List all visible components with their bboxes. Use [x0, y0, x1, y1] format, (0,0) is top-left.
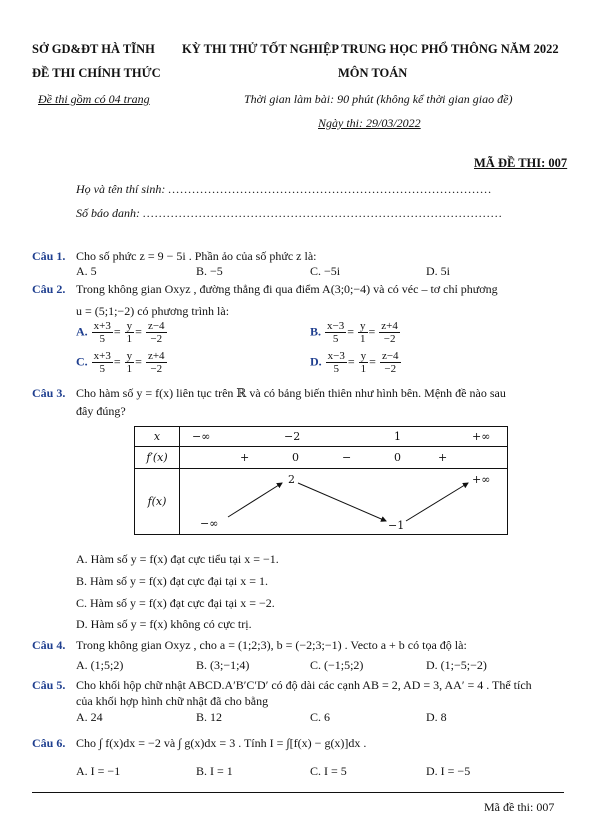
q1-label: Câu 1. — [32, 249, 66, 263]
q2b-den3: −2 — [383, 333, 396, 345]
q2d-den1: 5 — [333, 363, 340, 375]
q6-label: Câu 6. — [32, 736, 66, 750]
q2-option-c-letter: C. — [76, 354, 88, 369]
q3-text-line1: Cho hàm số y = f(x) liên tục trên ℝ và có bảng biến thiên như hình bên. Mệnh đề nào sau — [76, 386, 506, 400]
q2c-num3: z+4 — [147, 350, 165, 362]
q4-text: Trong không gian Oxyz , cho a = (1;2;3), b = (−2;3;−1) . Vecto a + b có tọa độ là: — [76, 638, 467, 652]
q3-option-c: C. Hàm số y = f(x) đạt cực đại tại x = −2. — [76, 596, 275, 610]
q3-option-a: A. Hàm số y = f(x) đạt cực tiểu tại x = −1. — [76, 552, 279, 566]
vt-x-pinf: +∞ — [472, 430, 491, 443]
q5-text-line2: của khối hợp hình chữ nhật đã cho bằng — [76, 694, 269, 708]
q2d-num3: z−4 — [381, 350, 399, 362]
q1-option-a: A. 5 — [76, 264, 97, 278]
footer-code: Mã đề thi: 007 — [484, 800, 555, 814]
time-note: Thời gian làm bài: 90 phút (không kể thời gian giao đề) — [244, 92, 513, 106]
vt-fp-zero1: 0 — [292, 451, 299, 464]
q1-option-c: C. −5i — [310, 264, 341, 278]
q2c-den3: −2 — [150, 363, 163, 375]
q2c-num2: y — [126, 350, 133, 362]
vt-arrow-down — [298, 483, 386, 521]
q2d-den2: 1 — [360, 363, 367, 375]
exam-date: Ngày thi: 29/03/2022 — [318, 116, 421, 130]
q2-text-line1: Trong không gian Oxyz , đường thẳng đi qua điểm A(3;0;−4) và có véc – tơ chỉ phương — [76, 282, 498, 296]
q1-option-d: D. 5i — [426, 264, 450, 278]
q2b-num3: z+4 — [381, 320, 398, 332]
q2d-den3: −2 — [384, 363, 397, 375]
q2-option-b: B. $\frac{x-3}{5}$ = $\frac{y}{1}$ = $\frac{z+4}{-2}$ — [310, 320, 398, 345]
vt-fp-plus2: + — [438, 451, 448, 464]
q2b-den2: 1 — [360, 333, 366, 345]
q3-option-d: D. Hàm số y = f(x) không có cực trị. — [76, 617, 252, 631]
q2c-den1: 5 — [99, 363, 106, 375]
vt-fp-row — [180, 447, 508, 469]
q2a-den3: −2 — [150, 333, 163, 345]
q2a-num3: z−4 — [147, 320, 165, 332]
q5-option-d: D. 8 — [426, 710, 447, 724]
q2b-den1: 5 — [332, 333, 339, 345]
q2b-num1: x−3 — [327, 320, 345, 332]
variation-table — [134, 426, 508, 535]
q4-label: Câu 4. — [32, 638, 66, 652]
q2-label: Câu 2. — [32, 282, 66, 296]
q2a-num1: x+3 — [93, 320, 111, 332]
q4-option-b: B. (3;−1;4) — [196, 658, 250, 672]
vt-arrow-up-2 — [406, 483, 468, 521]
vt-arrow-up-1 — [228, 483, 282, 517]
q2-text-line2: u = (5;1;−2) có phương trình là: — [76, 304, 230, 318]
vt-f-two: 2 — [288, 473, 295, 486]
q2-option-a: A. $\frac{x+3}{5}$ = $\frac{y}{1}$ = $\frac{z-4}{-2}$ — [76, 320, 165, 345]
candidate-id-dots: .......................................................................................... — [143, 206, 503, 220]
q2c-num1: x+3 — [93, 350, 111, 362]
q5-option-a: A. 24 — [76, 710, 103, 724]
vt-x-header: x — [135, 427, 180, 447]
official-label: ĐỀ THI CHÍNH THỨC — [32, 66, 161, 80]
footer-divider — [32, 792, 564, 793]
vt-f-row — [180, 469, 508, 535]
q1-option-b: B. −5 — [196, 264, 223, 278]
q6-option-c: C. I = 5 — [310, 764, 347, 778]
vt-fp-header: f′(x) — [135, 447, 180, 469]
q4-option-d: D. (1;−5;−2) — [426, 658, 487, 672]
vt-fp-plus1: + — [240, 451, 250, 464]
candidate-id-label: Số báo danh: — [76, 206, 143, 220]
vt-x-m2: −2 — [284, 430, 301, 443]
pages-note: Đề thi gồm có 04 trang — [38, 92, 150, 106]
candidate-id-row — [76, 206, 503, 221]
q2-option-d-letter: D. — [310, 354, 322, 369]
q6-option-d: D. I = −5 — [426, 764, 471, 778]
vt-x-minf: −∞ — [192, 430, 211, 443]
q2-option-a-letter: A. — [76, 324, 88, 339]
candidate-name-dots: ................................................................................. — [168, 182, 493, 196]
vt-f-neg1: −1 — [388, 519, 405, 532]
q3-text-line2: đây đúng? — [76, 404, 126, 418]
candidate-name-row — [76, 182, 492, 197]
vt-f-minf: −∞ — [200, 517, 219, 530]
q3-label: Câu 3. — [32, 386, 66, 400]
q5-text-line1: Cho khối hộp chữ nhật ABCD.A′B′C′D′ có độ dài các cạnh AB = 2, AD = 3, AA′ = 4 . Thể tích — [76, 678, 532, 692]
vt-x-row — [180, 427, 508, 447]
vt-f-pinf: +∞ — [472, 473, 491, 486]
q2-option-d: D. $\frac{x-3}{5}$ = $\frac{y}{1}$ = $\frac{z-4}{-2}$ — [310, 350, 399, 375]
candidate-name-label: Họ và tên thí sinh: — [76, 182, 169, 196]
exam-code: MÃ ĐỀ THI: 007 — [474, 156, 568, 170]
q2-option-b-letter: B. — [310, 324, 322, 339]
q2c-den2: 1 — [126, 363, 133, 375]
q2a-den2: 1 — [126, 333, 133, 345]
q2d-num2: y — [360, 350, 367, 362]
q2a-num2: y — [126, 320, 133, 332]
q2-option-c: C. $\frac{x+3}{5}$ = $\frac{y}{1}$ = $\frac{z+4}{-2}$ — [76, 350, 165, 375]
vt-arrows — [180, 469, 510, 535]
q3-option-b: B. Hàm số y = f(x) đạt cực đại tại x = 1. — [76, 574, 268, 588]
q5-option-c: C. 6 — [310, 710, 331, 724]
q4-option-a: A. (1;5;2) — [76, 658, 124, 672]
q2a-den1: 5 — [99, 333, 106, 345]
q5-label: Câu 5. — [32, 678, 66, 692]
q2d-num1: x−3 — [327, 350, 345, 362]
department: SỞ GD&ĐT HÀ TĨNH — [32, 42, 155, 56]
q6-text: Cho ∫ f(x)dx = −2 và ∫ g(x)dx = 3 . Tính I = ∫[f(x) − g(x)]dx . — [76, 736, 367, 750]
q6-option-b: B. I = 1 — [196, 764, 233, 778]
q2b-num2: y — [360, 320, 366, 332]
exam-title: KỲ THI THỬ TỐT NGHIỆP TRUNG HỌC PHỔ THÔNG NĂM 2022 — [182, 42, 559, 56]
q4-option-c: C. (−1;5;2) — [310, 658, 364, 672]
q5-option-b: B. 12 — [196, 710, 223, 724]
q6-option-a: A. I = −1 — [76, 764, 121, 778]
vt-x-one: 1 — [394, 430, 401, 443]
vt-f-header: f(x) — [135, 469, 180, 535]
subject: MÔN TOÁN — [338, 66, 408, 80]
q1-text: Cho số phức z = 9 − 5i . Phần ảo của số phức z là: — [76, 249, 317, 263]
vt-fp-minus: − — [342, 451, 352, 464]
vt-fp-zero2: 0 — [394, 451, 401, 464]
